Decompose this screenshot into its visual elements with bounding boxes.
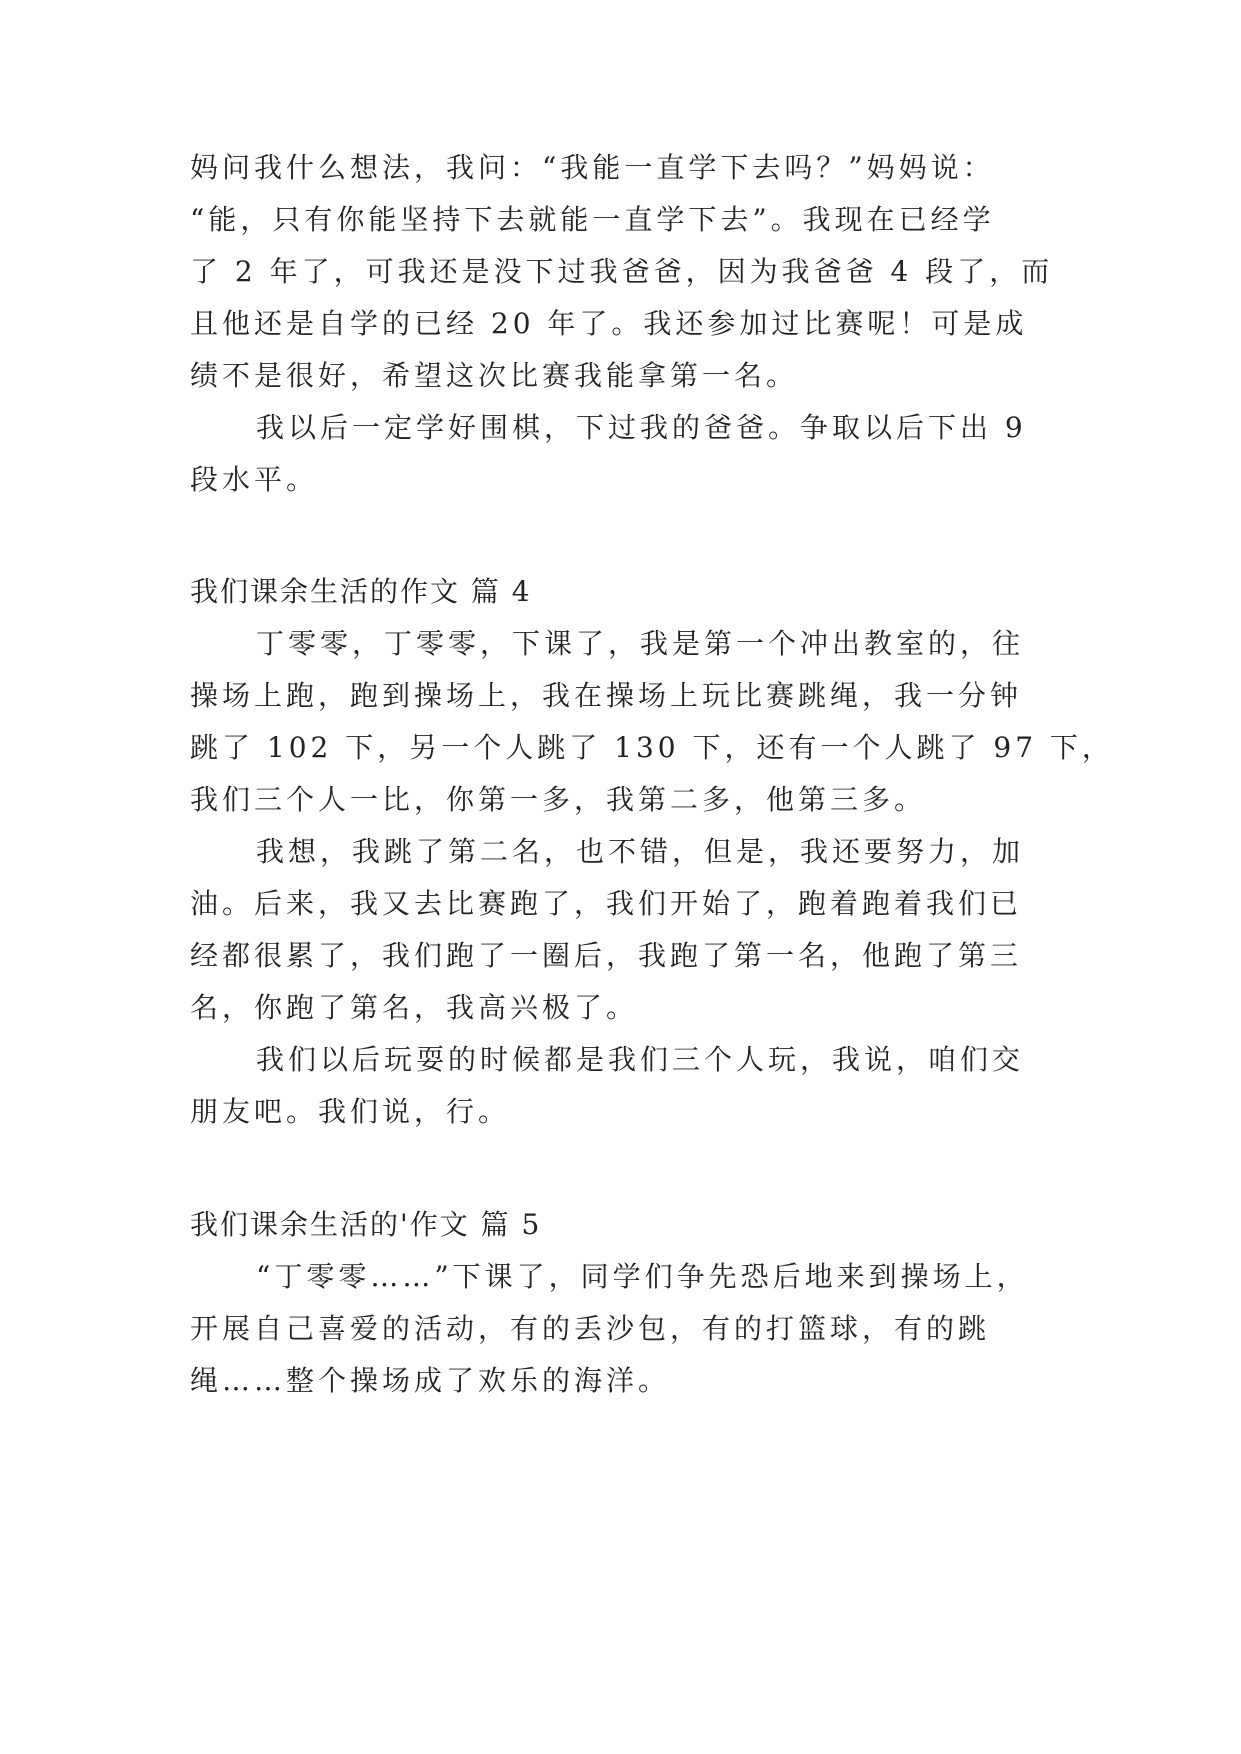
paragraph-line: 经都很累了，我们跑了一圈后，我跑了第一名，他跑了第三: [190, 939, 1023, 972]
section-heading: 我们课余生活的作文 篇 4: [190, 575, 532, 608]
paragraph-line: 我以后一定学好围棋，下过我的爸爸。争取以后下出 9: [256, 411, 1027, 444]
paragraph-line: 妈问我什么想法，我问：“我能一直学下去吗？”妈妈说：: [190, 151, 995, 184]
paragraph-line: 开展自己喜爱的活动，有的丢沙包，有的打篮球，有的跳: [190, 1312, 991, 1345]
paragraph-line: 名，你跑了第名，我高兴极了。: [190, 991, 639, 1024]
paragraph-line: 了 2 年了，可我还是没下过我爸爸，因为我爸爸 4 段了，而: [190, 255, 1054, 288]
paragraph-line: 操场上跑，跑到操场上，我在操场上玩比赛跳绳，我一分钟: [190, 679, 1023, 712]
paragraph-line: 我们三个人一比，你第一多，我第二多，他第三多。: [190, 783, 927, 816]
paragraph-line: 绩不是很好，希望这次比赛我能拿第一名。: [190, 359, 799, 392]
paragraph-line: 朋友吧。我们说，行。: [190, 1095, 511, 1128]
paragraph-line: 我们以后玩耍的时候都是我们三个人玩，我说，咱们交: [256, 1043, 1025, 1076]
paragraph-line: 段水平。: [190, 463, 319, 496]
section-heading: 我们课余生活的'作文 篇 5: [190, 1208, 542, 1241]
paragraph-line: “能，只有你能坚持下去就能一直学下去”。我现在已经学: [190, 203, 995, 236]
paragraph-line: 丁零零，丁零零，下课了，我是第一个冲出教室的，往: [256, 627, 1025, 660]
paragraph-line: 跳了 102 下，另一个人跳了 130 下，还有一个人跳了 97 下，: [190, 731, 1114, 764]
paragraph-line: “丁零零……”下课了，同学们争先恐后地来到操场上，: [256, 1260, 1029, 1293]
paragraph-line: 且他还是自学的已经 20 年了。我还参加过比赛呢！可是成: [190, 307, 1028, 340]
paragraph-line: 绳……整个操场成了欢乐的海洋。: [190, 1364, 671, 1397]
paragraph-line: 油。后来，我又去比赛跑了，我们开始了，跑着跑着我们已: [190, 887, 1023, 920]
paragraph-line: 我想，我跳了第二名，也不错，但是，我还要努力，加: [256, 835, 1025, 868]
